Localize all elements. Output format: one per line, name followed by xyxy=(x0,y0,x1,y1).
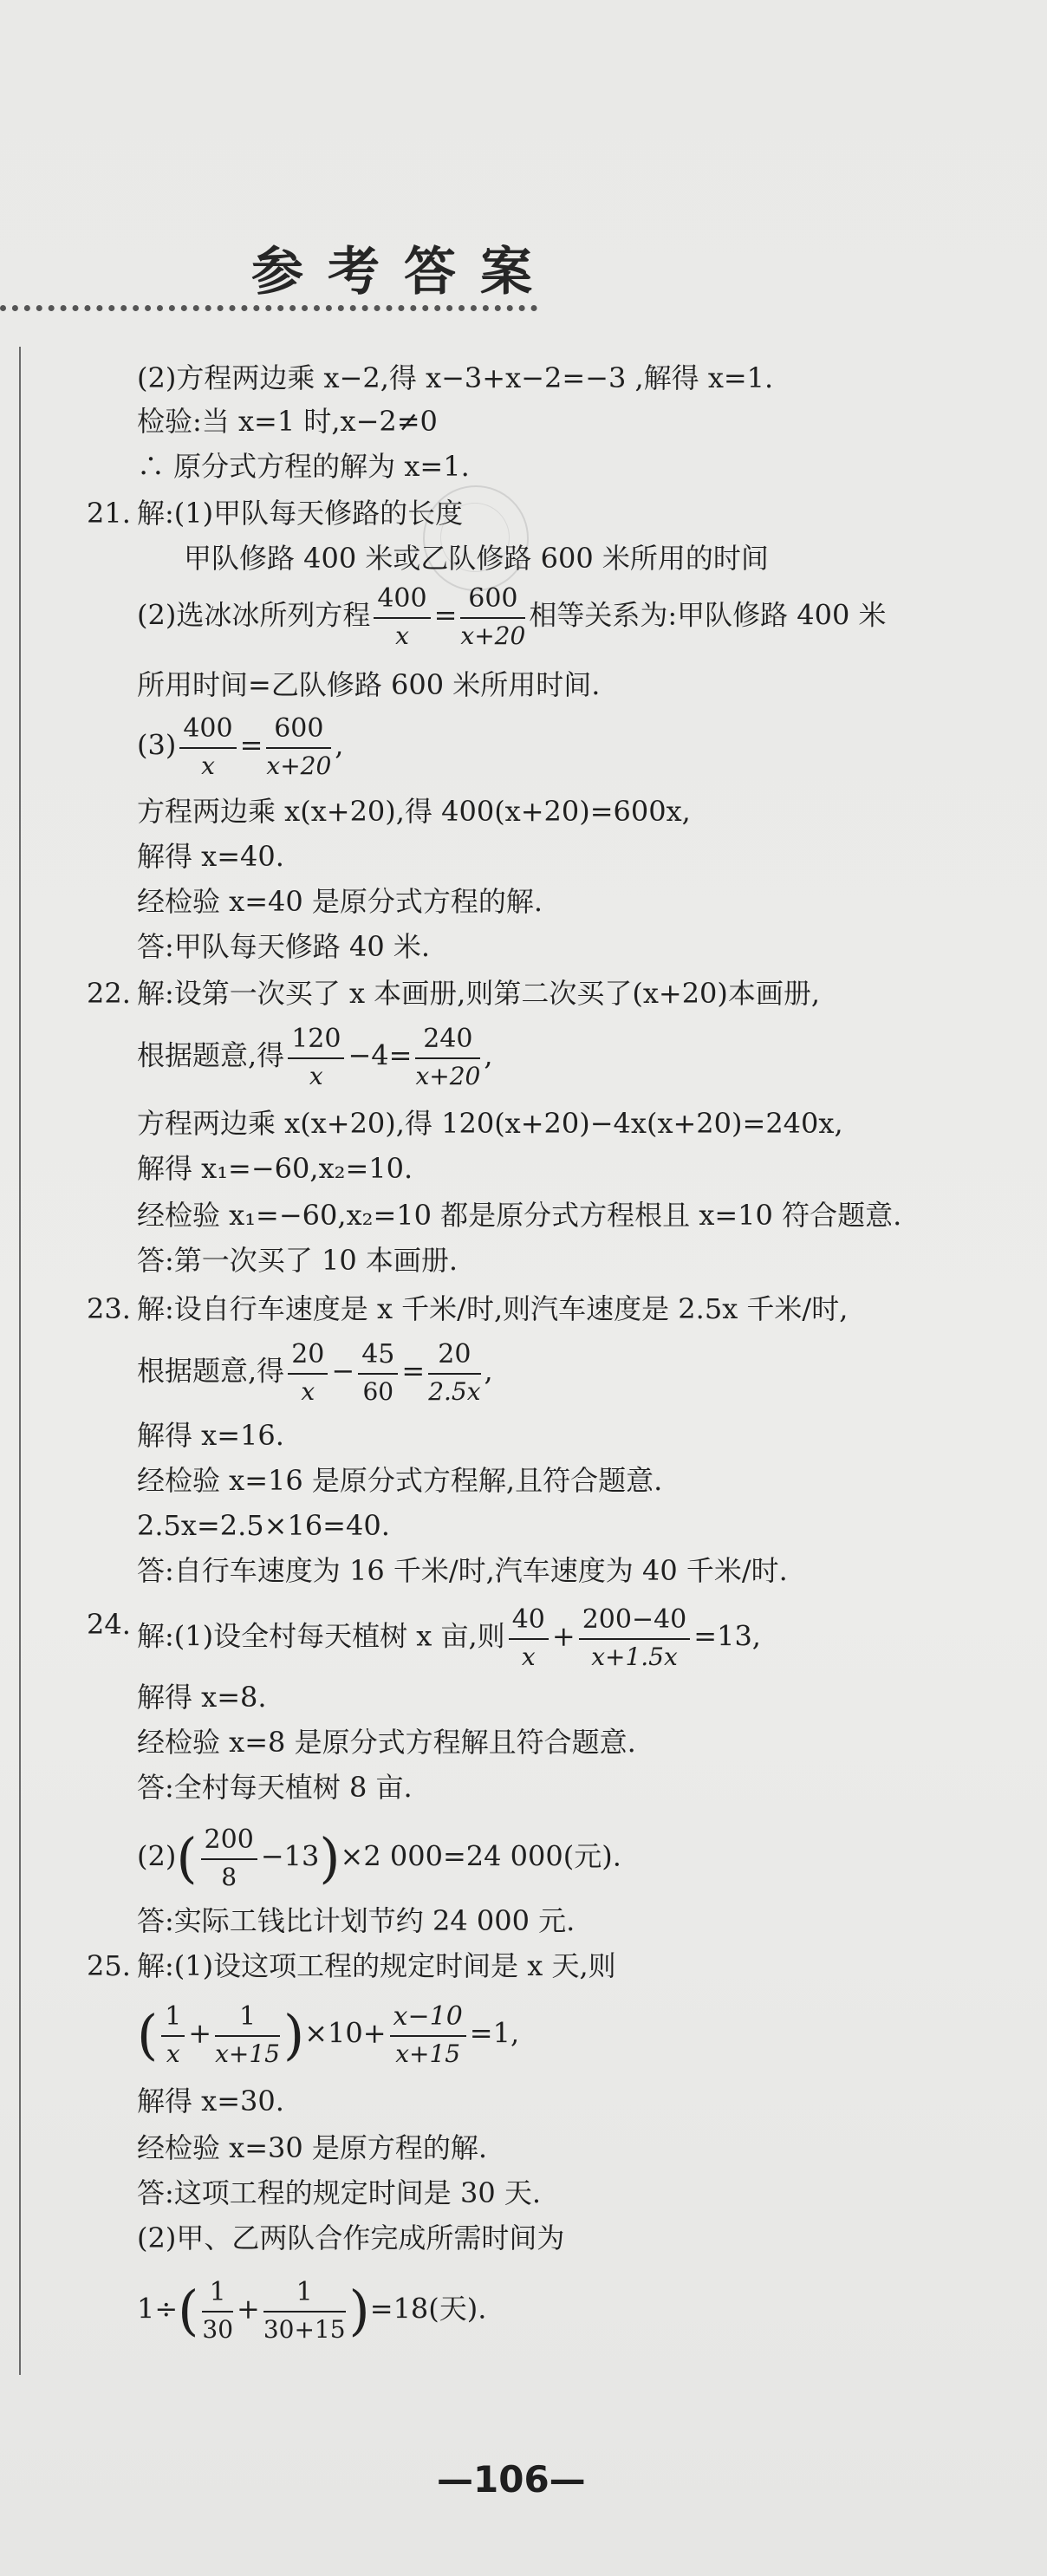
fraction-600-x20-b: $\frac{600}{x+20}$ xyxy=(266,713,332,780)
q21-solve: 解得 x=40. xyxy=(137,840,284,873)
fraction-40-x: $\frac{40}{x}$ xyxy=(509,1607,549,1669)
q24-number: 24. xyxy=(87,1608,131,1641)
q21-part2: (2)选冰冰所列方程 $\frac{400}{x}$ = $\frac{600}{x+20}$ 相等关系为:甲队修路 400 米 xyxy=(137,583,887,650)
fraction-x10-x15: $\frac{x-10}{x+15}$ xyxy=(390,2004,466,2066)
fraction-45-60: $\frac{45}{60}$ xyxy=(358,1342,398,1404)
q21-number: 21. xyxy=(87,497,131,530)
q24-check: 经检验 x=8 是原分式方程解且符合题意. xyxy=(137,1726,636,1759)
q20-step-2: (2)方程两边乘 x−2,得 x−3+x−2=−3 ,解得 x=1. xyxy=(137,361,774,394)
fraction-120-x: $\frac{120}{x}$ xyxy=(288,1026,344,1089)
q20-conclusion: ∴ 原分式方程的解为 x=1. xyxy=(137,450,470,483)
q25-number: 25. xyxy=(87,1949,131,1982)
fraction-400-x-b: $\frac{400}{x}$ xyxy=(179,716,236,778)
q24-equation: 解:(1)设全村每天植树 x 亩,则 $\frac{40}{x}$ + $\frac{200-40}{x+1.5x}$ =13, xyxy=(137,1604,761,1671)
q25-part2-calc: 1÷( $\frac{1}{30}$ + $\frac{1}{30+15}$ )=18(天). xyxy=(137,2277,487,2344)
q21-part2-post: 相等关系为:甲队修路 400 米 xyxy=(529,598,887,632)
fraction-20-25x: $\frac{20}{2.5x}$ xyxy=(428,1339,481,1406)
q23-answer: 答:自行车速度为 16 千米/时,汽车速度为 40 千米/时. xyxy=(137,1554,788,1587)
q24-answer-1: 答:全村每天植树 8 亩. xyxy=(137,1771,413,1804)
q21-part3: (3) $\frac{400}{x}$ = $\frac{600}{x+20}$ , xyxy=(137,713,344,780)
q24-part2: (2)( $\frac{200}{8}$ −13)×2 000=24 000(元). xyxy=(137,1825,621,1891)
page-number: —106— xyxy=(437,2458,586,2501)
q25-equation: ( $\frac{1}{x}$ + $\frac{1}{x+15}$ )×10+ $\frac{x-10}{x+15}$ =1, xyxy=(137,2001,520,2068)
q22-equation: 根据题意,得 $\frac{120}{x}$ −4= $\frac{240}{x+20}$ , xyxy=(137,1024,493,1090)
q21-part1-b: 甲队修路 400 米或乙队修路 600 米所用的时间 xyxy=(184,542,769,575)
q23-number: 23. xyxy=(87,1292,131,1325)
left-margin-line xyxy=(19,347,21,2375)
q25-answer-1: 答:这项工程的规定时间是 30 天. xyxy=(137,2176,542,2209)
q25-part2: (2)甲、乙两队合作完成所需时间为 xyxy=(137,2221,565,2254)
title-dotted-rule xyxy=(0,305,537,311)
q20-check: 检验:当 x=1 时,x−2≠0 xyxy=(137,405,438,438)
fraction-1-30: $\frac{1}{30}$ xyxy=(202,2277,234,2344)
fraction-400-x: $\frac{400}{x}$ xyxy=(374,586,430,648)
q21-answer: 答:甲队每天修路 40 米. xyxy=(137,930,431,963)
q21-part2-b: 所用时间=乙队修路 600 米所用时间. xyxy=(137,668,601,701)
fraction-240-x20: $\frac{240}{x+20}$ xyxy=(415,1024,481,1090)
fraction-200-8: $\frac{200}{8}$ xyxy=(201,1827,257,1890)
q24-answer-2: 答:实际工钱比计划节约 24 000 元. xyxy=(137,1904,576,1937)
q22-check: 经检验 x₁=−60,x₂=10 都是原分式方程根且 x=10 符合题意. xyxy=(137,1199,902,1232)
fraction-1-3015: $\frac{1}{30+15}$ xyxy=(263,2277,346,2344)
q24-solve: 解得 x=8. xyxy=(137,1681,267,1714)
q23-check: 经检验 x=16 是原分式方程解,且符合题意. xyxy=(137,1464,663,1497)
q22-solve: 解得 x₁=−60,x₂=10. xyxy=(137,1152,413,1185)
page-title: 参考答案 xyxy=(251,242,556,302)
q25-check: 经检验 x=30 是原方程的解. xyxy=(137,2131,488,2164)
q23-equation: 根据题意,得 $\frac{20}{x}$ − $\frac{45}{60}$ = $\frac{20}{2.5x}$ , xyxy=(137,1339,493,1406)
q22-answer: 答:第一次买了 10 本画册. xyxy=(137,1244,458,1277)
q21-part1: 解:(1)甲队每天修路的长度 xyxy=(137,497,464,530)
q21-part2-pre: (2)选冰冰所列方程 xyxy=(137,598,371,632)
fraction-20-x: $\frac{20}{x}$ xyxy=(288,1342,328,1404)
q23-calc: 2.5x=2.5×16=40. xyxy=(137,1509,390,1542)
q22-setup: 解:设第一次买了 x 本画册,则第二次买了(x+20)本画册, xyxy=(137,977,821,1010)
fraction-200-40: $\frac{200-40}{x+1.5x}$ xyxy=(579,1607,691,1669)
q25-setup: 解:(1)设这项工程的规定时间是 x 天,则 xyxy=(137,1949,616,1982)
q22-number: 22. xyxy=(87,977,131,1010)
q23-setup: 解:设自行车速度是 x 千米/时,则汽车速度是 2.5x 千米/时, xyxy=(137,1292,849,1325)
q22-step: 方程两边乘 x(x+20),得 120(x+20)−4x(x+20)=240x, xyxy=(137,1107,843,1140)
fraction-1-x: $\frac{1}{x}$ xyxy=(161,2004,185,2066)
q23-solve: 解得 x=16. xyxy=(137,1419,284,1452)
q25-solve: 解得 x=30. xyxy=(137,2085,284,2117)
q21-check: 经检验 x=40 是原分式方程的解. xyxy=(137,885,543,918)
fraction-1-x15: $\frac{1}{x+15}$ xyxy=(215,2001,280,2068)
q21-step: 方程两边乘 x(x+20),得 400(x+20)=600x, xyxy=(137,795,691,828)
fraction-600-x20: $\frac{600}{x+20}$ xyxy=(460,583,526,650)
